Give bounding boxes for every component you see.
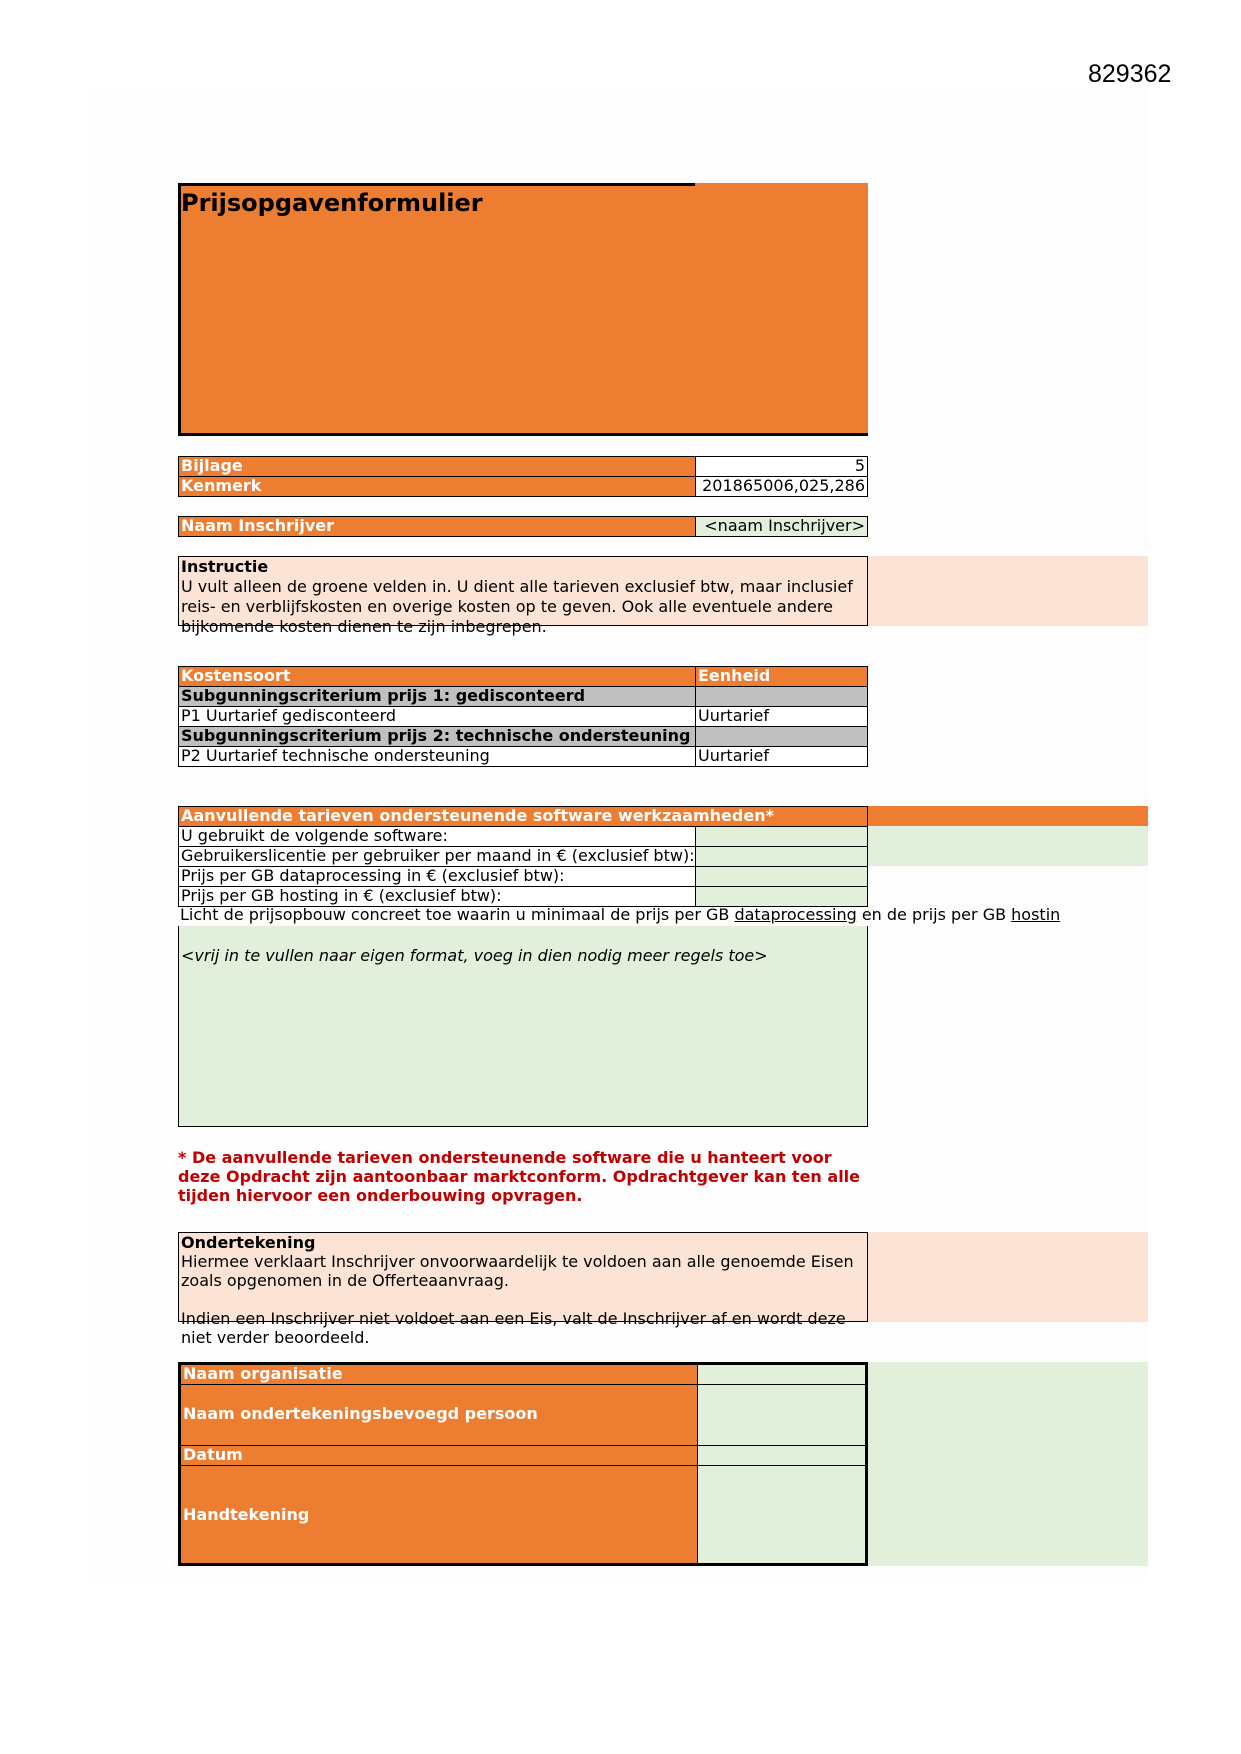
signature-green-band <box>868 1362 1148 1566</box>
ondertekening-box <box>178 1232 868 1347</box>
instructie-title: Instructie <box>181 557 269 576</box>
prijsopbouw-hostin: hostin <box>1011 905 1061 924</box>
prijsopbouw-instructie <box>178 906 1078 927</box>
label-naam-persoon-text: Naam ondertekeningsbevoegd persoon <box>183 1404 538 1423</box>
form-title: Prijsopgavenformulier <box>181 189 483 217</box>
table-row-p1-label: P1 Uurtarief gedisconteerd <box>178 706 696 727</box>
licentie-field[interactable] <box>695 846 868 867</box>
naam-inschrijver-label: Naam Inschrijver <box>178 516 696 537</box>
footnote: * De aanvullende tarieven ondersteunende software die u hanteert voor deze Opdracht zijn aantoonbaar marktconform. Opdrachtgever kan ten alle tijden hiervoor een onderbouwing opvragen. <box>178 1148 861 1205</box>
hosting-row-label: Prijs per GB hosting in € (exclusief btw): <box>178 886 696 907</box>
label-datum: Datum <box>181 1446 698 1466</box>
software-field[interactable] <box>695 826 868 847</box>
licentie-row-label: Gebruikerslicentie per gebruiker per maand in € (exclusief btw): <box>178 846 696 867</box>
section-row-prijs-1-unit <box>695 686 868 707</box>
label-naam-organisatie: Naam organisatie <box>181 1365 698 1385</box>
software-header-band <box>868 806 1148 827</box>
kenmerk-label: Kenmerk <box>178 476 696 497</box>
dataprocessing-field[interactable] <box>695 866 868 887</box>
ondertekening-title: Ondertekening <box>181 1233 316 1252</box>
datum-field[interactable] <box>698 1446 865 1466</box>
col-kostensoort: Kostensoort <box>178 666 696 687</box>
label-handtekening-text: Handtekening <box>183 1505 310 1524</box>
section-row-prijs-1: Subgunningscriterium prijs 1: gedisconteerd <box>178 686 696 707</box>
ondertekening-text-2: Indien een Inschrijver niet voldoet aan een Eis, valt de Inschrijver af en wordt deze niet verder beoordeeld. <box>181 1309 846 1347</box>
software-row-label: U gebruikt de volgende software: <box>178 826 696 847</box>
prijsopbouw-dataprocessing: dataprocessing <box>734 905 857 924</box>
col-eenheid: Eenheid <box>695 666 868 687</box>
handtekening-field[interactable] <box>698 1466 865 1563</box>
prijsopbouw-textarea[interactable] <box>178 926 868 1127</box>
dataprocessing-row-label: Prijs per GB dataprocessing in € (exclusief btw): <box>178 866 696 887</box>
naam-inschrijver-field[interactable]: <naam Inschrijver> <box>695 516 868 537</box>
section-row-prijs-2: Subgunningscriterium prijs 2: technische ondersteuning <box>178 726 696 747</box>
prijsopbouw-text-2: en de prijs per GB <box>856 905 1012 924</box>
hosting-field[interactable] <box>695 886 868 907</box>
instructie-text: U vult alleen de groene velden in. U dient alle tarieven exclusief btw, maar inclusief reis- en verblijfskosten en overige kosten op te geven. Ook alle eventuele andere bijkomende kosten dienen te zijn inbegrepen. <box>181 577 853 636</box>
naam-persoon-field[interactable] <box>698 1385 865 1446</box>
instructie-box <box>178 556 868 636</box>
naam-organisatie-field[interactable] <box>698 1365 865 1385</box>
ondertekening-text-1: Hiermee verklaart Inschrijver onvoorwaardelijk te voldoen aan alle genoemde Eisen zoals opgenomen in de Offerteaanvraag. <box>181 1252 854 1290</box>
label-naam-persoon <box>181 1385 698 1446</box>
label-handtekening <box>181 1466 698 1563</box>
section-row-prijs-2-unit <box>695 726 868 747</box>
title-block <box>178 183 868 436</box>
kenmerk-value: 201865006,025,286 <box>695 476 868 497</box>
ondertekening-band <box>868 1232 1148 1322</box>
signature-block <box>178 1362 868 1566</box>
page-number: 829362 <box>1088 60 1172 88</box>
software-green-band <box>868 826 1148 866</box>
table-row-p2-label: P2 Uurtarief technische ondersteuning <box>178 746 696 767</box>
table-row-p1-unit: Uurtarief <box>695 706 868 727</box>
prijsopbouw-top-border <box>178 906 868 907</box>
prijsopbouw-text-1: Licht de prijsopbouw concreet toe waarin u minimaal de prijs per GB <box>180 905 735 924</box>
prijsopbouw-placeholder: <vrij in te vullen naar eigen format, voeg in dien nodig meer regels toe> <box>181 946 768 965</box>
table-row-p2-unit: Uurtarief <box>695 746 868 767</box>
bijlage-value: 5 <box>695 456 868 477</box>
bijlage-label: Bijlage <box>178 456 696 477</box>
instructie-band <box>868 556 1148 626</box>
software-header: Aanvullende tarieven ondersteunende software werkzaamheden* <box>178 806 868 827</box>
